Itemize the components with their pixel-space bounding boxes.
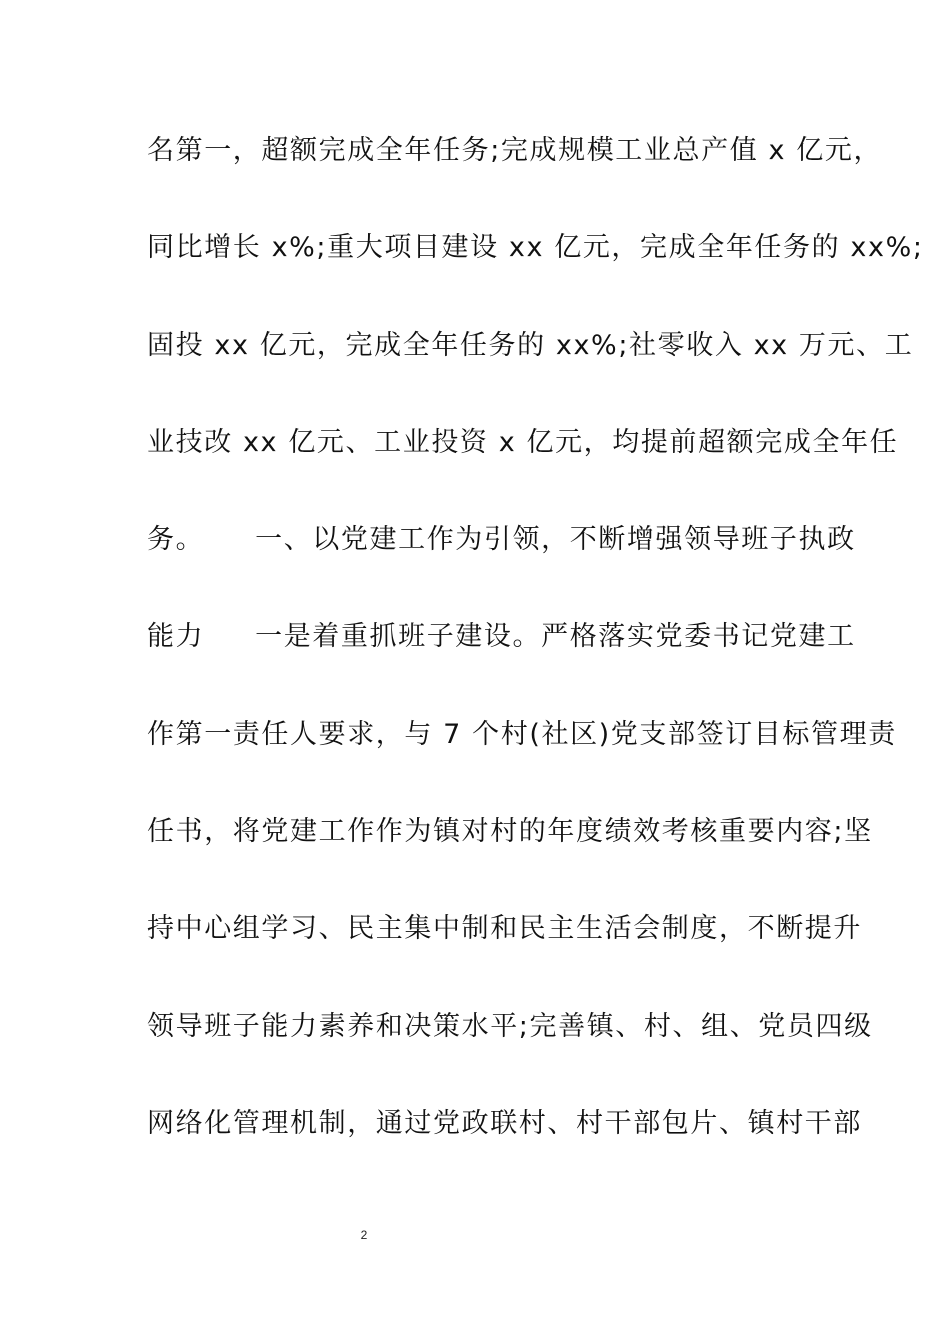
text-line: 作第一责任人要求，与 7 个村(社区)党支部签订目标管理责 xyxy=(147,718,897,750)
text-line: 任书，将党建工作作为镇对村的年度绩效考核重要内容;坚 xyxy=(147,816,873,848)
text-line: 名第一，超额完成全年任务;完成规模工业总产值 x 亿元， xyxy=(147,135,883,166)
text-line: 同比增长 x%;重大项目建设 xx 亿元，完成全年任务的 xx%; xyxy=(147,232,924,264)
text-line: 持中心组学习、民主集中制和民主生活会制度，不断提升 xyxy=(147,913,862,945)
text-line: 务。 一、以党建工作为引领，不断增强领导班子执政 xyxy=(147,524,856,556)
text-line: 固投 xx 亿元，完成全年任务的 xx%;社零收入 xx 万元、工 xyxy=(147,329,914,361)
text-line: 能力 一是着重抓班子建设。严格落实党委书记党建工 xyxy=(147,621,856,653)
body-text xyxy=(147,128,924,1198)
page-number: 2 xyxy=(360,1228,368,1242)
text-line: 网络化管理机制，通过党政联村、村干部包片、镇村干部 xyxy=(147,1107,862,1139)
text-line: 领导班子能力素养和决策水平;完善镇、村、组、党员四级 xyxy=(147,1010,873,1042)
text-line: 业技改 xx 亿元、工业投资 x 亿元，均提前超额完成全年任 xyxy=(147,426,899,458)
